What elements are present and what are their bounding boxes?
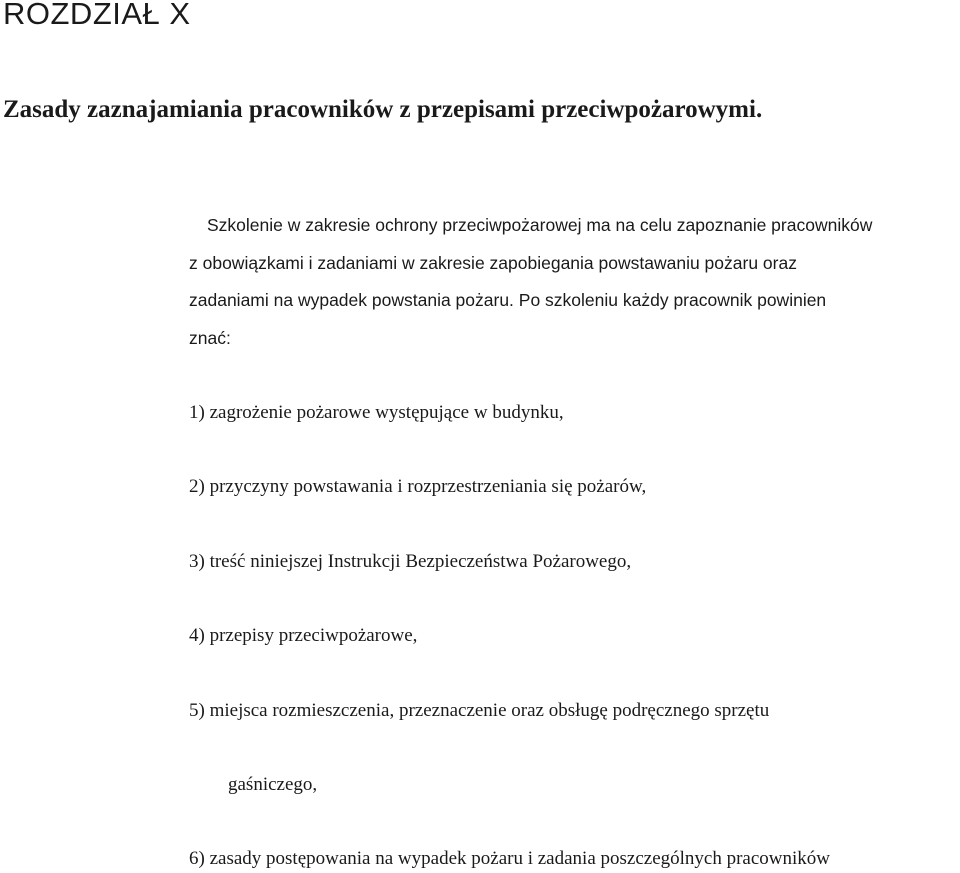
list-item: 3) treść niniejszej Instrukcji Bezpieczeństwa Pożarowego,	[189, 551, 632, 572]
intro-line: z obowiązkami i zadaniami w zakresie zapobiegania powstawaniu pożaru oraz	[189, 253, 797, 273]
list-item-continuation: gaśniczego,	[228, 774, 318, 795]
section-title: Zasady zaznajamiania pracowników z przepisami przeciwpożarowymi.	[3, 96, 763, 123]
list-item: 5) miejsca rozmieszczenia, przeznaczenie oraz obsługę podręcznego sprzętu	[189, 700, 770, 721]
intro-line: znać:	[189, 328, 231, 348]
list-item: 1) zagrożenie pożarowe występujące w budynku,	[189, 402, 564, 423]
list-item: 6) zasady postępowania na wypadek pożaru i zadania poszczególnych pracowników	[189, 848, 830, 869]
list-item: 4) przepisy przeciwpożarowe,	[189, 625, 418, 646]
chapter-title: ROZDZIAŁ X	[3, 0, 191, 31]
intro-line: zadaniami na wypadek powstania pożaru. Po szkoleniu każdy pracownik powinien	[189, 290, 827, 310]
intro-line: Szkolenie w zakresie ochrony przeciwpożarowej ma na celu zapoznanie pracowników	[207, 215, 873, 235]
list-item: 2) przyczyny powstawania i rozprzestrzeniania się pożarów,	[189, 476, 647, 497]
